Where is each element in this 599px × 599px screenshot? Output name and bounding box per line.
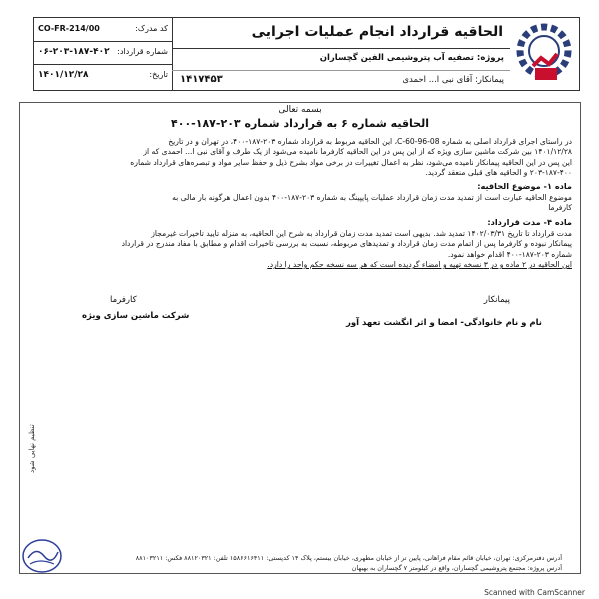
contract-no-label: شماره قرارداد:	[117, 47, 168, 56]
article-4-paragraph	[32, 229, 572, 271]
date-value: ۱۴۰۱/۱۲/۲۸	[38, 70, 89, 80]
company-logo-icon	[511, 20, 577, 86]
doc-code-label: کد مدرک:	[135, 24, 168, 33]
contractor-line: پیمانکار: آقای نبی ا... احمدی	[402, 75, 504, 85]
footer-address-line: آدرس دفترمرکزی: تهران، خیابان قائم مقام فراهانی، پایین تر از خیابان مطهری، خیابان بیستم، پلاک ۱۴ کدپستی: ۱۵۸۶۶۱۶۴۱۱ تلفن: ۸۸۱۲۰۳۲۱ فکس: ۸۸۱۰۳۲۱۱	[135, 554, 562, 562]
doc-code-value: CO-FR-214/00	[38, 24, 100, 33]
document-subject: الحاقیه شماره ۶ به قرارداد شماره ۲۰۳-۱۸۷-۴۰۰	[171, 117, 429, 130]
article-4-heading: ماده ۴- مدت قرارداد:	[487, 217, 572, 227]
article-4-line: شماره ۲۰۳-۱۸۷-۴۰۰ اقدام خواهد نمود.	[447, 249, 572, 259]
reference-number: ۱۴۱۷۴۵۳	[180, 74, 223, 85]
document-body	[19, 102, 581, 574]
article-4-line: این الحاقیه در ۲ ماده و در ۳ نسخه تهیه و امضاء گردیده است که هر سه نسخه حکم واحد را دارد.	[267, 260, 572, 270]
document-page	[14, 14, 570, 576]
project-line: پروژه: تصفیه آب پتروشیمی الفین گچساران	[319, 53, 504, 63]
document-title: الحاقیه قرارداد انجام عملیات اجرایی	[251, 24, 503, 40]
contractor-label: پیمانکار	[483, 295, 510, 305]
side-note: تنظیم نهایی شود	[28, 424, 36, 473]
article-1-paragraph	[32, 193, 572, 214]
intro-line: ۱۴۰۱/۱۲/۲۸ بین شرکت ماشین سازی ویژه که از این پس در این الحاقیه کارفرما نامیده می‌شود از یک طرف و آقای نبی ا... احمدی که از	[143, 147, 572, 157]
intro-line: در راستای اجرای قرارداد اصلی به شماره C-60-96-08، این الحاقیه مربوط به قرارداد شماره ۲۰۳-۱۸۷-۴۰۰، در تهران و در تاریخ	[168, 137, 572, 146]
contractor-signature-caption: نام و نام خانوادگی- امضا و اثر انگشت تعهد آور	[345, 318, 542, 328]
scanner-watermark: Scanned with CamScanner	[484, 588, 585, 597]
document-header	[33, 17, 580, 91]
article-1-heading: ماده ۱- موضوع الحاقیه:	[477, 181, 572, 191]
date-row	[34, 64, 172, 87]
intro-paragraph	[32, 137, 572, 179]
contract-no-row	[34, 41, 172, 65]
article-1-line: کارفرما	[548, 203, 572, 213]
employer-name: شرکت ماشین سازی ویژه	[82, 311, 190, 321]
header-project-box	[172, 48, 510, 91]
bismillah-line: بسمه تعالی	[278, 105, 322, 115]
header-divider	[172, 70, 510, 71]
article-4-line: پیمانکار نبوده و کارفرما پس از اتمام مدت زمان قرارداد و تمدیدهای مربوطه، نسبت به بررسی تاخیرات اقدام و مطابق با مفاد مندرج در قرارداد	[121, 239, 572, 249]
intro-line: ۲۰۳-۱۸۷-۴۰۰ و الحاقیه های قبلی منعقد گردید.	[425, 168, 572, 178]
doc-code-row	[34, 18, 172, 42]
article-4-line: مدت قرارداد تا تاریخ ۱۴۰۲/۰۳/۳۱ تمدید شد. بدیهی است تمدید مدت زمان قرارداد به شرح این الحاقیه، به منزله تایید تاخیرات غیرمجاز	[151, 229, 572, 238]
date-label: تاریخ:	[149, 70, 168, 79]
header-meta-box	[34, 18, 173, 90]
footer-project-address: آدرس پروژه: مجتمع پتروشیمی گچساران، واقع در کیلومتر ۷ گچساران به بهبهان	[351, 564, 562, 572]
contract-no-value: ۰۶-۲۰۳-۱۸۷-۴۰۲	[38, 47, 110, 57]
intro-line: این پس در این الحاقیه پیمانکار نامیده می‌شود، نظر به اعمال تغییرات در برخی مواد بشرح ذیل و حفظ سایر مواد و تبصره‌های قرارداد شماره	[130, 157, 572, 167]
article-1-line: موضوع الحاقیه عبارت است از تمدید مدت زمان قرارداد عملیات پایپینگ به شماره ۲۰۳-۱۸۷-۴۰۰ بدون اعمال هرگونه بار مالی به	[172, 193, 572, 202]
employer-label: کارفرما	[110, 295, 137, 305]
stamp-icon	[20, 536, 64, 576]
